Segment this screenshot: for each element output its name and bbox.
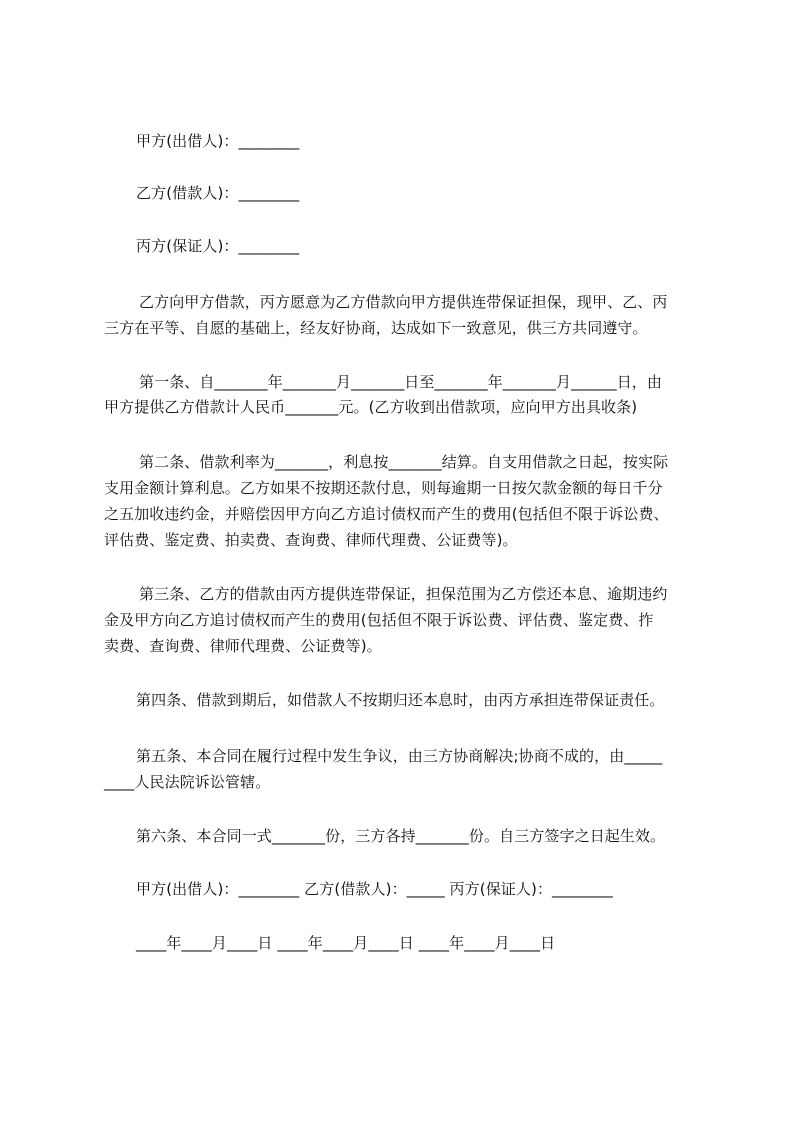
article1-line-2: 甲方提供乙方借款计人民币_______元。(乙方收到出借款项，应向甲方出具收条) (104, 398, 638, 416)
article5-line-2: ____人民法院诉讼管辖。 (104, 773, 271, 791)
article2-line-4: 评估费、鉴定费、拍卖费、查询费、律师代理费、公证费等)。 (104, 531, 518, 549)
article2-line-1: 第二条、借款利率为_______，利息按_______结算。自支用借款之日起，按实际 (139, 453, 669, 471)
article3-line-1: 第三条、乙方的借款由丙方提供连带保证，担保范围为乙方偿还本息、逾期违约 (139, 585, 668, 603)
party-b-line: 乙方(借款人)：________ (136, 184, 300, 202)
intro-line-1: 乙方向甲方借款，丙方愿意为乙方借款向甲方提供连带保证担保，现甲、乙、丙 (139, 293, 668, 311)
article1-line-1: 第一条、自_______年_______月_______日至_______年_______月______日，由 (139, 373, 663, 391)
article2-line-2: 支用金额计算利息。乙方如果不按期还款付息，则每逾期一日按欠款金额的每日千分 (104, 479, 663, 497)
article3-line-2: 金及甲方向乙方追讨债权而产生的费用(包括但不限于诉讼费、评估费、鉴定费、拃 (104, 611, 654, 629)
intro-line-2: 三方在平等、自愿的基础上，经友好协商，达成如下一致意见，供三方共同遵守。 (104, 319, 648, 337)
article6-line: 第六条、本合同一式_______份，三方各持_______份。自三方签字之日起生效。 (136, 827, 666, 845)
article5-line-1: 第五条、本合同在履行过程中发生争议，由三方协商解决;协商不成的，由_____ (136, 747, 663, 765)
article4-line: 第四条、借款到期后，如借款人不按期归还本息时，由丙方承担连带保证责任。 (136, 691, 665, 709)
signature-line: 甲方(出借人)：________ 乙方(借款人)：_____ 丙方(保证人)：________ (136, 880, 613, 898)
date-line: ____年____月____日 ____年____月____日 ____年____月____日 (136, 934, 556, 952)
party-c-line: 丙方(保证人)：________ (136, 237, 300, 255)
article2-line-3: 之五加收违约金，并赔偿因甲方向乙方追讨债权而产生的费用(包括但不限于诉讼费、 (104, 505, 669, 523)
party-a-line: 甲方(出借人)：________ (136, 132, 300, 150)
article3-line-3: 卖费、查询费、律师代理费、公证费等)。 (104, 637, 382, 655)
